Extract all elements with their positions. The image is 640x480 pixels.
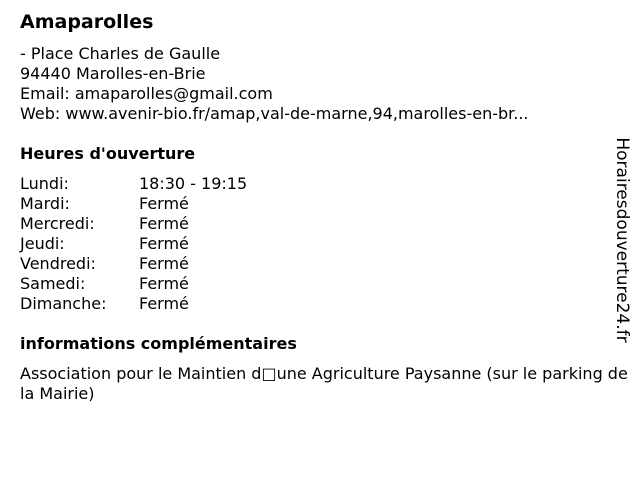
hours-time: 18:30 - 19:15 [139, 174, 248, 193]
hours-row-jeudi [20, 234, 247, 254]
hours-row-mercredi [20, 214, 247, 234]
hours-day: Jeudi: [20, 234, 65, 253]
web-line[interactable]: Web: www.avenir-bio.fr/amap,val-de-marne,94,marolles-en-br... [20, 104, 529, 123]
hours-row-samedi [20, 274, 247, 294]
info-heading: informations complémentaires [20, 334, 297, 353]
hours-day: Mardi: [20, 194, 70, 213]
hours-time: Fermé [139, 194, 189, 213]
site-watermark: Horairesdouverture24.fr [612, 137, 632, 343]
hours-heading: Heures d'ouverture [20, 144, 196, 163]
hours-time: Fermé [139, 234, 189, 253]
hours-day: Lundi: [20, 174, 69, 193]
hours-day: Dimanche: [20, 294, 107, 313]
hours-day: Samedi: [20, 274, 86, 293]
hours-day: Mercredi: [20, 214, 95, 233]
contact-block [20, 44, 600, 124]
hours-row-lundi [20, 174, 247, 194]
email-line[interactable]: Email: amaparolles@gmail.com [20, 84, 273, 103]
hours-row-vendredi [20, 254, 247, 274]
hours-table [20, 174, 247, 314]
hours-row-mardi [20, 194, 247, 214]
hours-time: Fermé [139, 274, 189, 293]
hours-time: Fermé [139, 294, 189, 313]
address-line-city: 94440 Marolles-en-Brie [20, 64, 206, 83]
listing-title: Amaparolles [20, 11, 154, 33]
address-line-street: - Place Charles de Gaulle [20, 44, 221, 63]
info-text: Association pour le Maintien d□une Agriculture Paysanne (sur le parking de la Mairie) [20, 364, 628, 403]
hours-time: Fermé [139, 254, 189, 273]
hours-day: Vendredi: [20, 254, 96, 273]
hours-time: Fermé [139, 214, 189, 233]
hours-row-dimanche [20, 294, 247, 314]
